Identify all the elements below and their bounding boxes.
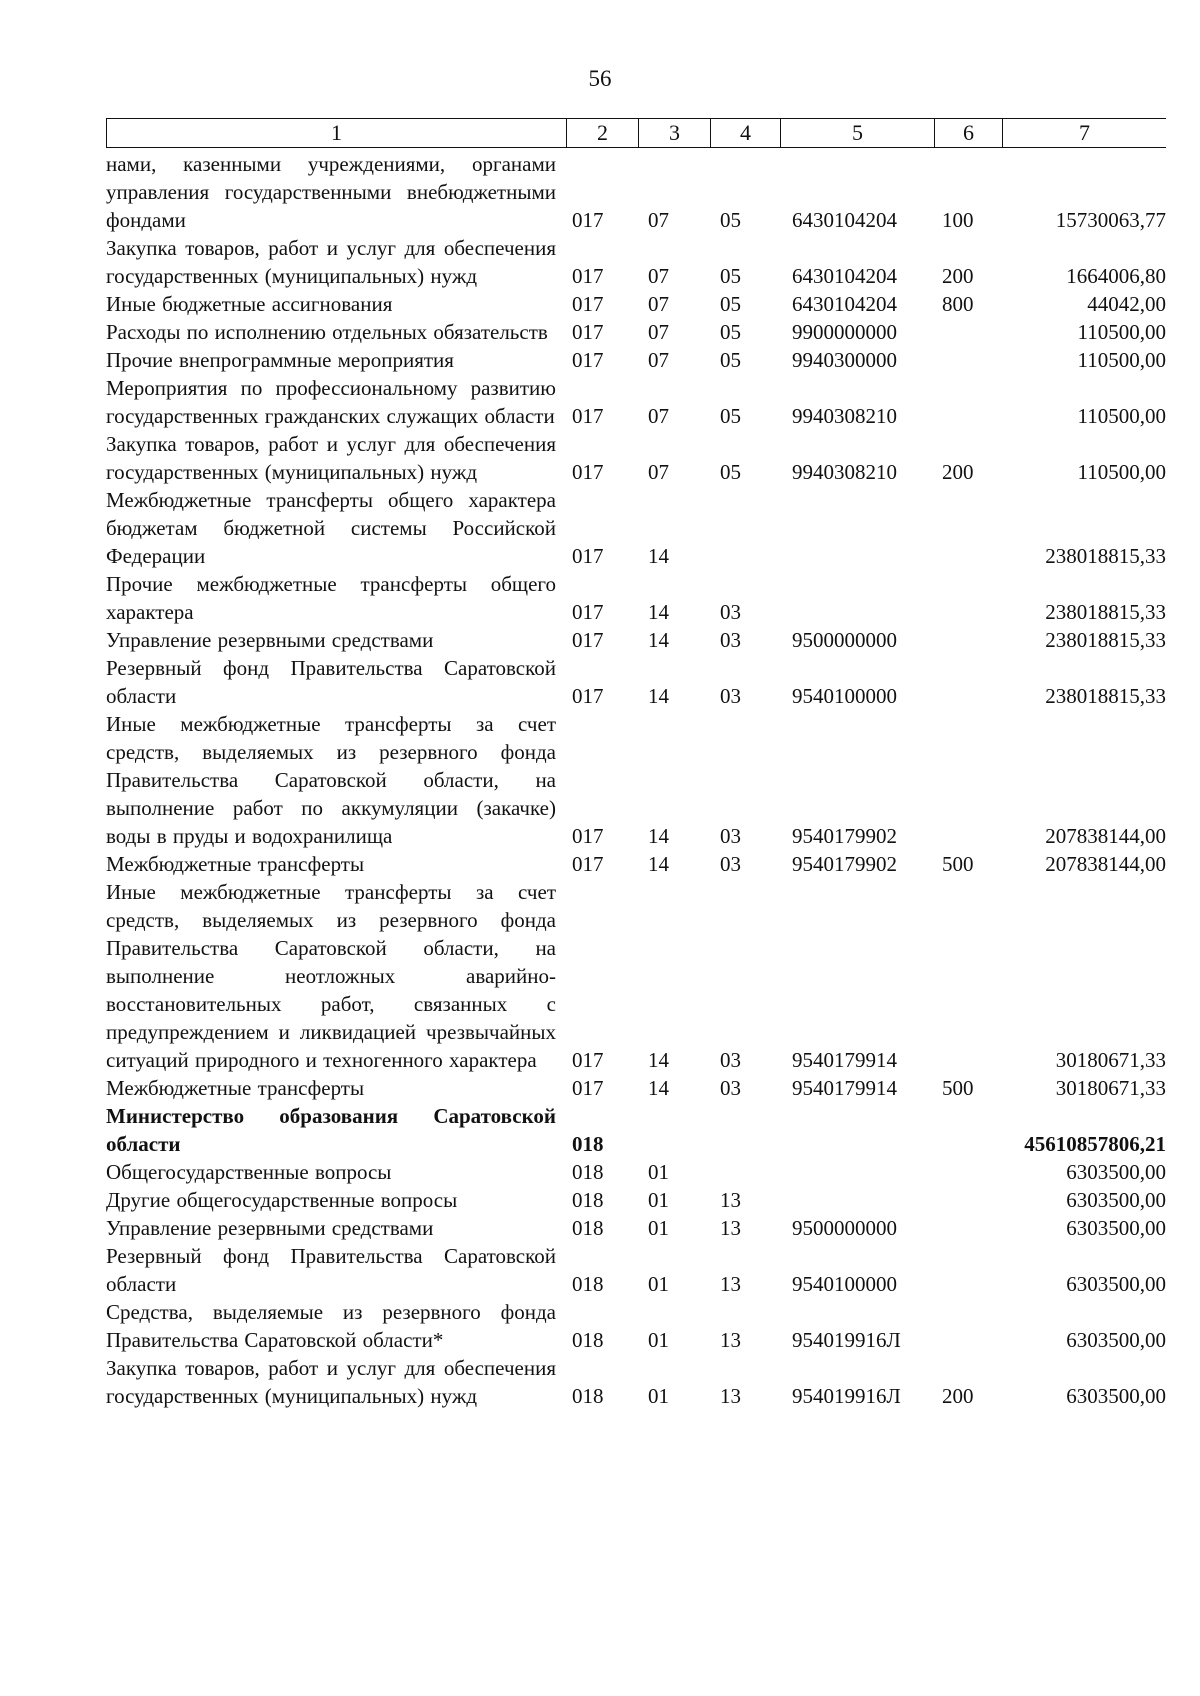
row-section-code: 01 xyxy=(648,1188,669,1212)
row-name: Межбюджетные трансферты общего характера бюджетам бюджетной системы Российской Федерации xyxy=(106,488,556,568)
row-name: Министерство образования Саратовской области xyxy=(106,1104,556,1156)
row-subsection-code: 03 xyxy=(720,824,741,848)
table-body xyxy=(106,150,1166,1410)
row-name: Закупка товаров, работ и услуг для обеспечения государственных (муниципальных) нужд xyxy=(106,236,556,288)
row-name: нами, казенными учреждениями, органами управления государственными внебюджетными фондами xyxy=(106,152,556,232)
row-name: Резервный фонд Правительства Саратовской области xyxy=(106,656,556,708)
header-col-4: 4 xyxy=(710,119,780,147)
table-row xyxy=(106,1074,1166,1102)
row-section-code: 14 xyxy=(648,824,669,848)
row-section-code: 01 xyxy=(648,1216,669,1240)
row-name: Прочие межбюджетные трансферты общего характера xyxy=(106,572,556,624)
row-gr-code: 018 xyxy=(572,1160,604,1184)
row-section-code: 14 xyxy=(648,544,669,568)
table-header xyxy=(106,118,1166,148)
row-gr-code: 017 xyxy=(572,264,604,288)
row-subsection-code: 05 xyxy=(720,292,741,316)
row-section-code: 14 xyxy=(648,852,669,876)
row-amount: 30180671,33 xyxy=(1055,1076,1166,1100)
header-col-6: 6 xyxy=(934,119,1002,147)
table-row xyxy=(106,486,1166,570)
row-section-code: 01 xyxy=(648,1384,669,1408)
table-row xyxy=(106,570,1166,626)
row-expense-type-code: 200 xyxy=(942,1384,974,1408)
table-row xyxy=(106,318,1166,346)
table-row xyxy=(106,1298,1166,1354)
table-row xyxy=(106,1242,1166,1298)
row-gr-code: 017 xyxy=(572,600,604,624)
row-target-article-code: 9500000000 xyxy=(792,628,897,652)
row-amount: 110500,00 xyxy=(1077,404,1166,428)
row-gr-code: 018 xyxy=(572,1216,604,1240)
table-row xyxy=(106,346,1166,374)
row-amount: 110500,00 xyxy=(1077,320,1166,344)
row-section-code: 07 xyxy=(648,208,669,232)
row-amount: 110500,00 xyxy=(1077,460,1166,484)
row-gr-code: 017 xyxy=(572,1048,604,1072)
row-amount: 110500,00 xyxy=(1077,348,1166,372)
row-section-code: 01 xyxy=(648,1328,669,1352)
row-gr-code: 017 xyxy=(572,292,604,316)
row-gr-code: 017 xyxy=(572,824,604,848)
header-col-1: 1 xyxy=(106,119,566,147)
row-amount: 6303500,00 xyxy=(1066,1384,1166,1408)
header-col-2: 2 xyxy=(566,119,638,147)
row-target-article-code: 9540179914 xyxy=(792,1048,897,1072)
row-name: Расходы по исполнению отдельных обязательств xyxy=(106,320,548,344)
row-section-code: 01 xyxy=(648,1160,669,1184)
row-section-code: 01 xyxy=(648,1272,669,1296)
table-row xyxy=(106,1102,1166,1158)
row-name: Иные бюджетные ассигнования xyxy=(106,292,393,316)
row-gr-code: 017 xyxy=(572,544,604,568)
row-section-code: 14 xyxy=(648,600,669,624)
row-amount: 238018815,33 xyxy=(1045,544,1166,568)
row-amount: 238018815,33 xyxy=(1045,628,1166,652)
row-target-article-code: 9940308210 xyxy=(792,460,897,484)
row-expense-type-code: 500 xyxy=(942,852,974,876)
row-section-code: 07 xyxy=(648,292,669,316)
row-name: Иные межбюджетные трансферты за счет средств, выделяемых из резервного фонда Правительства Саратовской области, на выполнение неотложных аварийно-восстановительных работ, связанных с предупреждением и ликвидацией чрезвычайных ситуаций природного и техногенного характера xyxy=(106,880,556,1072)
table-row xyxy=(106,878,1166,1074)
row-amount: 207838144,00 xyxy=(1045,852,1166,876)
row-amount: 6303500,00 xyxy=(1066,1328,1166,1352)
row-subsection-code: 03 xyxy=(720,628,741,652)
row-subsection-code: 05 xyxy=(720,320,741,344)
row-name: Прочие внепрограммные мероприятия xyxy=(106,348,454,372)
row-amount: 207838144,00 xyxy=(1045,824,1166,848)
row-section-code: 14 xyxy=(648,684,669,708)
row-name: Закупка товаров, работ и услуг для обеспечения государственных (муниципальных) нужд xyxy=(106,432,556,484)
row-subsection-code: 05 xyxy=(720,404,741,428)
row-amount: 6303500,00 xyxy=(1066,1272,1166,1296)
header-col-5: 5 xyxy=(780,119,934,147)
table-row xyxy=(106,850,1166,878)
row-amount: 44042,00 xyxy=(1087,292,1166,316)
row-expense-type-code: 800 xyxy=(942,292,974,316)
row-subsection-code: 03 xyxy=(720,1048,741,1072)
row-name: Иные межбюджетные трансферты за счет средств, выделяемых из резервного фонда Правительства Саратовской области, на выполнение работ по аккумуляции (закачке) воды в пруды и водохранилища xyxy=(106,712,556,848)
row-gr-code: 017 xyxy=(572,852,604,876)
row-target-article-code: 9940300000 xyxy=(792,348,897,372)
row-name: Управление резервными средствами xyxy=(106,1216,434,1240)
row-target-article-code: 954019916Л xyxy=(792,1384,901,1408)
table-row xyxy=(106,1214,1166,1242)
row-target-article-code: 9540100000 xyxy=(792,684,897,708)
row-section-code: 07 xyxy=(648,348,669,372)
table-row xyxy=(106,710,1166,850)
row-gr-code: 018 xyxy=(572,1328,604,1352)
row-expense-type-code: 500 xyxy=(942,1076,974,1100)
row-subsection-code: 05 xyxy=(720,264,741,288)
row-expense-type-code: 200 xyxy=(942,460,974,484)
row-target-article-code: 9940308210 xyxy=(792,404,897,428)
row-gr-code: 017 xyxy=(572,348,604,372)
row-subsection-code: 03 xyxy=(720,1076,741,1100)
row-amount: 30180671,33 xyxy=(1055,1048,1166,1072)
row-gr-code: 018 xyxy=(572,1188,604,1212)
row-amount: 6303500,00 xyxy=(1066,1216,1166,1240)
row-expense-type-code: 100 xyxy=(942,208,974,232)
row-section-code: 14 xyxy=(648,1048,669,1072)
row-name: Средства, выделяемые из резервного фонда Правительства Саратовской области* xyxy=(106,1300,556,1352)
row-gr-code: 018 xyxy=(572,1132,604,1156)
row-section-code: 14 xyxy=(648,1076,669,1100)
row-gr-code: 017 xyxy=(572,684,604,708)
table-row xyxy=(106,1158,1166,1186)
row-subsection-code: 03 xyxy=(720,600,741,624)
table-row xyxy=(106,1354,1166,1410)
header-col-3: 3 xyxy=(638,119,710,147)
row-gr-code: 017 xyxy=(572,628,604,652)
row-name: Мероприятия по профессиональному развитию государственных гражданских служащих области xyxy=(106,376,556,428)
row-amount: 45610857806,21 xyxy=(1024,1132,1166,1156)
row-section-code: 07 xyxy=(648,404,669,428)
row-section-code: 07 xyxy=(648,320,669,344)
row-target-article-code: 6430104204 xyxy=(792,292,897,316)
row-target-article-code: 9540179902 xyxy=(792,824,897,848)
row-target-article-code: 954019916Л xyxy=(792,1328,901,1352)
table-row xyxy=(106,1186,1166,1214)
row-target-article-code: 9900000000 xyxy=(792,320,897,344)
row-subsection-code: 13 xyxy=(720,1272,741,1296)
row-name: Управление резервными средствами xyxy=(106,628,434,652)
row-section-code: 07 xyxy=(648,264,669,288)
row-gr-code: 017 xyxy=(572,404,604,428)
header-col-7: 7 xyxy=(1002,119,1166,147)
page-number: 56 xyxy=(588,66,612,91)
row-name: Другие общегосударственные вопросы xyxy=(106,1188,458,1212)
row-amount: 6303500,00 xyxy=(1066,1160,1166,1184)
row-subsection-code: 13 xyxy=(720,1384,741,1408)
row-target-article-code: 9540179902 xyxy=(792,852,897,876)
row-gr-code: 017 xyxy=(572,320,604,344)
row-subsection-code: 03 xyxy=(720,852,741,876)
row-amount: 238018815,33 xyxy=(1045,684,1166,708)
table-row xyxy=(106,626,1166,654)
row-amount: 15730063,77 xyxy=(1055,208,1166,232)
row-target-article-code: 9540100000 xyxy=(792,1272,897,1296)
row-subsection-code: 13 xyxy=(720,1328,741,1352)
row-name: Резервный фонд Правительства Саратовской области xyxy=(106,1244,556,1296)
row-amount: 6303500,00 xyxy=(1066,1188,1166,1212)
row-name: Закупка товаров, работ и услуг для обеспечения государственных (муниципальных) нужд xyxy=(106,1356,556,1408)
row-gr-code: 018 xyxy=(572,1384,604,1408)
row-subsection-code: 03 xyxy=(720,684,741,708)
row-target-article-code: 9540179914 xyxy=(792,1076,897,1100)
table-row xyxy=(106,374,1166,430)
row-target-article-code: 9500000000 xyxy=(792,1216,897,1240)
table-row xyxy=(106,430,1166,486)
row-gr-code: 017 xyxy=(572,1076,604,1100)
row-name: Общегосударственные вопросы xyxy=(106,1160,392,1184)
row-gr-code: 018 xyxy=(572,1272,604,1296)
row-name: Межбюджетные трансферты xyxy=(106,852,365,876)
table-row xyxy=(106,150,1166,234)
row-subsection-code: 13 xyxy=(720,1216,741,1240)
row-subsection-code: 05 xyxy=(720,208,741,232)
table-row xyxy=(106,654,1166,710)
row-name: Межбюджетные трансферты xyxy=(106,1076,365,1100)
row-subsection-code: 05 xyxy=(720,460,741,484)
row-section-code: 14 xyxy=(648,628,669,652)
row-target-article-code: 6430104204 xyxy=(792,208,897,232)
row-expense-type-code: 200 xyxy=(942,264,974,288)
row-amount: 1664006,80 xyxy=(1066,264,1166,288)
row-target-article-code: 6430104204 xyxy=(792,264,897,288)
row-amount: 238018815,33 xyxy=(1045,600,1166,624)
row-subsection-code: 13 xyxy=(720,1188,741,1212)
row-gr-code: 017 xyxy=(572,460,604,484)
table-row xyxy=(106,290,1166,318)
table-row xyxy=(106,234,1166,290)
row-section-code: 07 xyxy=(648,460,669,484)
row-gr-code: 017 xyxy=(572,208,604,232)
row-subsection-code: 05 xyxy=(720,348,741,372)
